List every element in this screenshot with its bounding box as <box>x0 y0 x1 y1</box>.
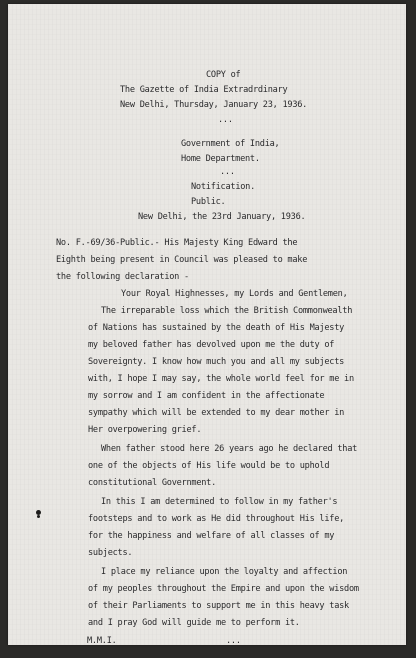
copy-heading: COPY of <box>206 70 241 80</box>
body-line: the following declaration - <box>56 272 189 282</box>
body-line: my beloved father has devolved upon me the duty of <box>88 340 335 350</box>
body-line: Your Royal Highnesses, my Lords and Gentlemen, <box>121 289 348 299</box>
separator-dots: ... <box>220 167 235 177</box>
body-line: Her overpowering grief. <box>88 425 202 435</box>
body-line: constitutional Government. <box>88 478 217 488</box>
body-line: footsteps and to work as He did throughout His life, <box>88 514 345 524</box>
body-line: No. F.-69/36-Public.- His Majesty King Edward the <box>56 238 298 248</box>
initials: M.M.I. <box>87 636 117 646</box>
body-line: Sovereignty. I know how much you and all my subjects <box>88 357 345 367</box>
gazette-dateline: New Delhi, Thursday, January 23, 1936. <box>120 100 308 110</box>
body-line: with, I hope I may say, the whole world feel for me in <box>88 374 354 384</box>
body-line: subjects. <box>88 548 133 558</box>
body-line: of their Parliaments to support me in this heavy task <box>88 601 349 611</box>
body-line: I place my reliance upon the loyalty and affection <box>101 567 348 577</box>
body-line: one of the objects of His life would be to uphold <box>88 461 330 471</box>
punch-hole-mark <box>37 515 40 518</box>
department-heading: Home Department. <box>181 154 260 164</box>
footer-dots: ... <box>226 636 241 646</box>
body-line: In this I am determined to follow in my father's <box>101 497 338 507</box>
public-heading: Public. <box>191 197 226 207</box>
gazette-title: The Gazette of India Extradrdinary <box>120 85 288 95</box>
separator-dots: ... <box>218 115 233 125</box>
body-line: The irreparable loss which the British Commonwealth <box>101 306 353 316</box>
body-line: of Nations has sustained by the death of His Majesty <box>88 323 345 333</box>
body-line: my sorrow and I am confident in the affectionate <box>88 391 325 401</box>
government-heading: Government of India, <box>181 139 280 149</box>
notification-heading: Notification. <box>191 182 256 192</box>
body-line: for the happiness and welfare of all classes of my <box>88 531 335 541</box>
document-page <box>8 4 406 645</box>
body-line: sympathy which will be extended to my dear mother in <box>88 408 345 418</box>
notification-date: New Delhi, the 23rd January, 1936. <box>138 212 306 222</box>
body-line: Eighth being present in Council was pleased to make <box>56 255 308 265</box>
body-line: of my peoples throughout the Empire and upon the wisdom <box>88 584 359 594</box>
body-line: and I pray God will guide me to perform it. <box>88 618 300 628</box>
body-line: When father stood here 26 years ago he declared that <box>101 444 358 454</box>
